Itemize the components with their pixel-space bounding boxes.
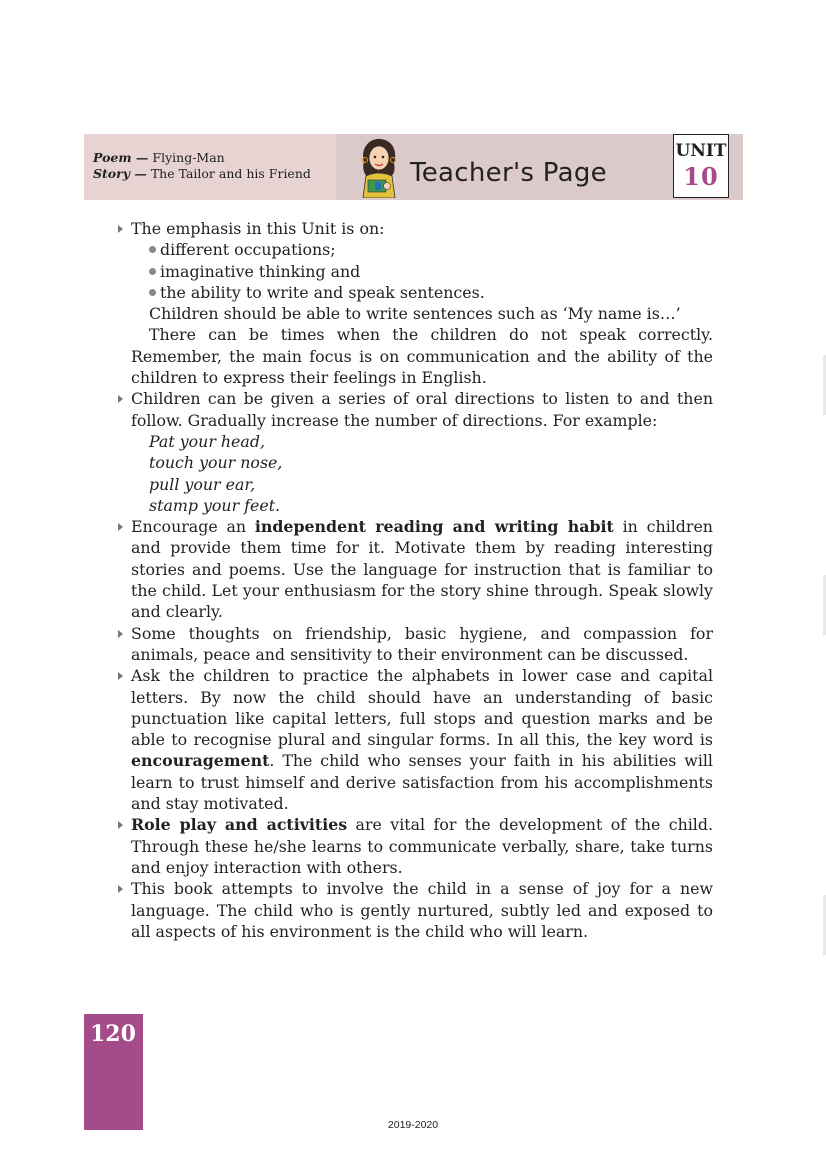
sub-bullet bbox=[118, 282, 713, 303]
list-item bbox=[118, 218, 713, 239]
unit-badge bbox=[673, 134, 729, 198]
paragraph-text: are vital for the development of the child. Through these he/she learns to communicate verbally, share, take turns and enjoy interaction with others. bbox=[131, 815, 713, 877]
sub-bullet bbox=[118, 239, 713, 260]
list-item bbox=[118, 516, 713, 622]
story-title: The Tailor and his Friend bbox=[150, 166, 311, 181]
sub-bullet-text: the ability to write and speak sentences. bbox=[160, 282, 485, 302]
sub-bullet-text: different occupations; bbox=[160, 240, 336, 260]
poem-line bbox=[93, 150, 225, 165]
bold-phrase: encouragement bbox=[131, 751, 270, 771]
poem-label: Poem — bbox=[93, 150, 149, 165]
example-line: pull your ear, bbox=[149, 474, 256, 494]
example-line: Pat your head, bbox=[149, 431, 265, 451]
triangle-bullet-icon bbox=[118, 630, 123, 638]
paragraph-text: Children should be able to write sentences such as ‘My name is…’ bbox=[149, 304, 681, 324]
dot-bullet-icon bbox=[149, 246, 156, 253]
unit-label: UNIT bbox=[675, 141, 727, 161]
triangle-bullet-icon bbox=[118, 821, 123, 829]
header-left-panel bbox=[84, 134, 336, 200]
list-item bbox=[118, 665, 713, 814]
triangle-bullet-icon bbox=[118, 885, 123, 893]
teacher-illustration bbox=[356, 136, 402, 198]
page-number-tab bbox=[84, 1014, 143, 1130]
page-content bbox=[118, 218, 713, 942]
paragraph-text: There can be times when the children do not speak correctly. Remember, the main focus is on communication and the ability of the children to express their feelings in English. bbox=[131, 325, 713, 388]
sub-bullet-text: imaginative thinking and bbox=[160, 261, 361, 281]
list-item bbox=[118, 814, 713, 878]
triangle-bullet-icon bbox=[118, 523, 123, 531]
dot-bullet-icon bbox=[149, 289, 156, 296]
paragraph-text: Some thoughts on friendship, basic hygiene, and compassion for animals, peace and sensitivity to their environment can be discussed. bbox=[131, 623, 713, 664]
triangle-bullet-icon bbox=[118, 225, 123, 233]
bold-phrase: independent reading and writing habit bbox=[254, 517, 614, 537]
footer-year: 2019-2020 bbox=[387, 1119, 439, 1131]
paragraph-text: Encourage an bbox=[131, 517, 255, 537]
example-line: stamp your feet. bbox=[149, 495, 281, 515]
list-item bbox=[118, 388, 713, 431]
triangle-bullet-icon bbox=[118, 395, 123, 403]
paragraph-text: . The child who senses your faith in his abilities will learn to trust himself and derive satisfaction from his accomplishments and stay motivated. bbox=[131, 751, 713, 814]
triangle-bullet-icon bbox=[118, 672, 123, 680]
list-item bbox=[118, 623, 713, 666]
story-line bbox=[93, 166, 311, 181]
sub-bullet bbox=[118, 261, 713, 282]
example-line: touch your nose, bbox=[149, 453, 283, 473]
paragraph-text: This book attempts to involve the child in a sense of joy for a new language. The child who is gently nurtured, subtly led and exposed to all aspects of his environment is the child who will learn. bbox=[131, 879, 713, 941]
paragraph-text: in children and provide them time for it. Motivate them by reading interesting stories and poems. Use the language for instruction that is familiar to the child. Let your enthusiasm for the story shine through. Speak slowly and clearly. bbox=[131, 517, 713, 622]
bold-phrase: Role play and activities bbox=[131, 815, 348, 835]
paragraph-text: The emphasis in this Unit is on: bbox=[131, 219, 385, 238]
story-label: Story — bbox=[93, 166, 147, 181]
page-title: Teacher's Page bbox=[410, 158, 607, 188]
list-item bbox=[118, 878, 713, 942]
header-right-panel bbox=[336, 134, 743, 200]
page-number: 120 bbox=[90, 1021, 136, 1047]
page-header bbox=[84, 134, 743, 200]
dot-bullet-icon bbox=[149, 268, 156, 275]
paragraph-text: Ask the children to practice the alphabets in lower case and capital letters. By now the child should have an understanding of basic punctuation like capital letters, full stops and question marks and be able to recognise plural and singular forms. In all this, the key word is bbox=[131, 666, 713, 750]
unit-number: 10 bbox=[683, 162, 719, 191]
poem-title: Flying-Man bbox=[152, 150, 225, 165]
paragraph-text: Children can be given a series of oral directions to listen to and then follow. Gradually increase the number of directions. For example: bbox=[131, 389, 713, 430]
